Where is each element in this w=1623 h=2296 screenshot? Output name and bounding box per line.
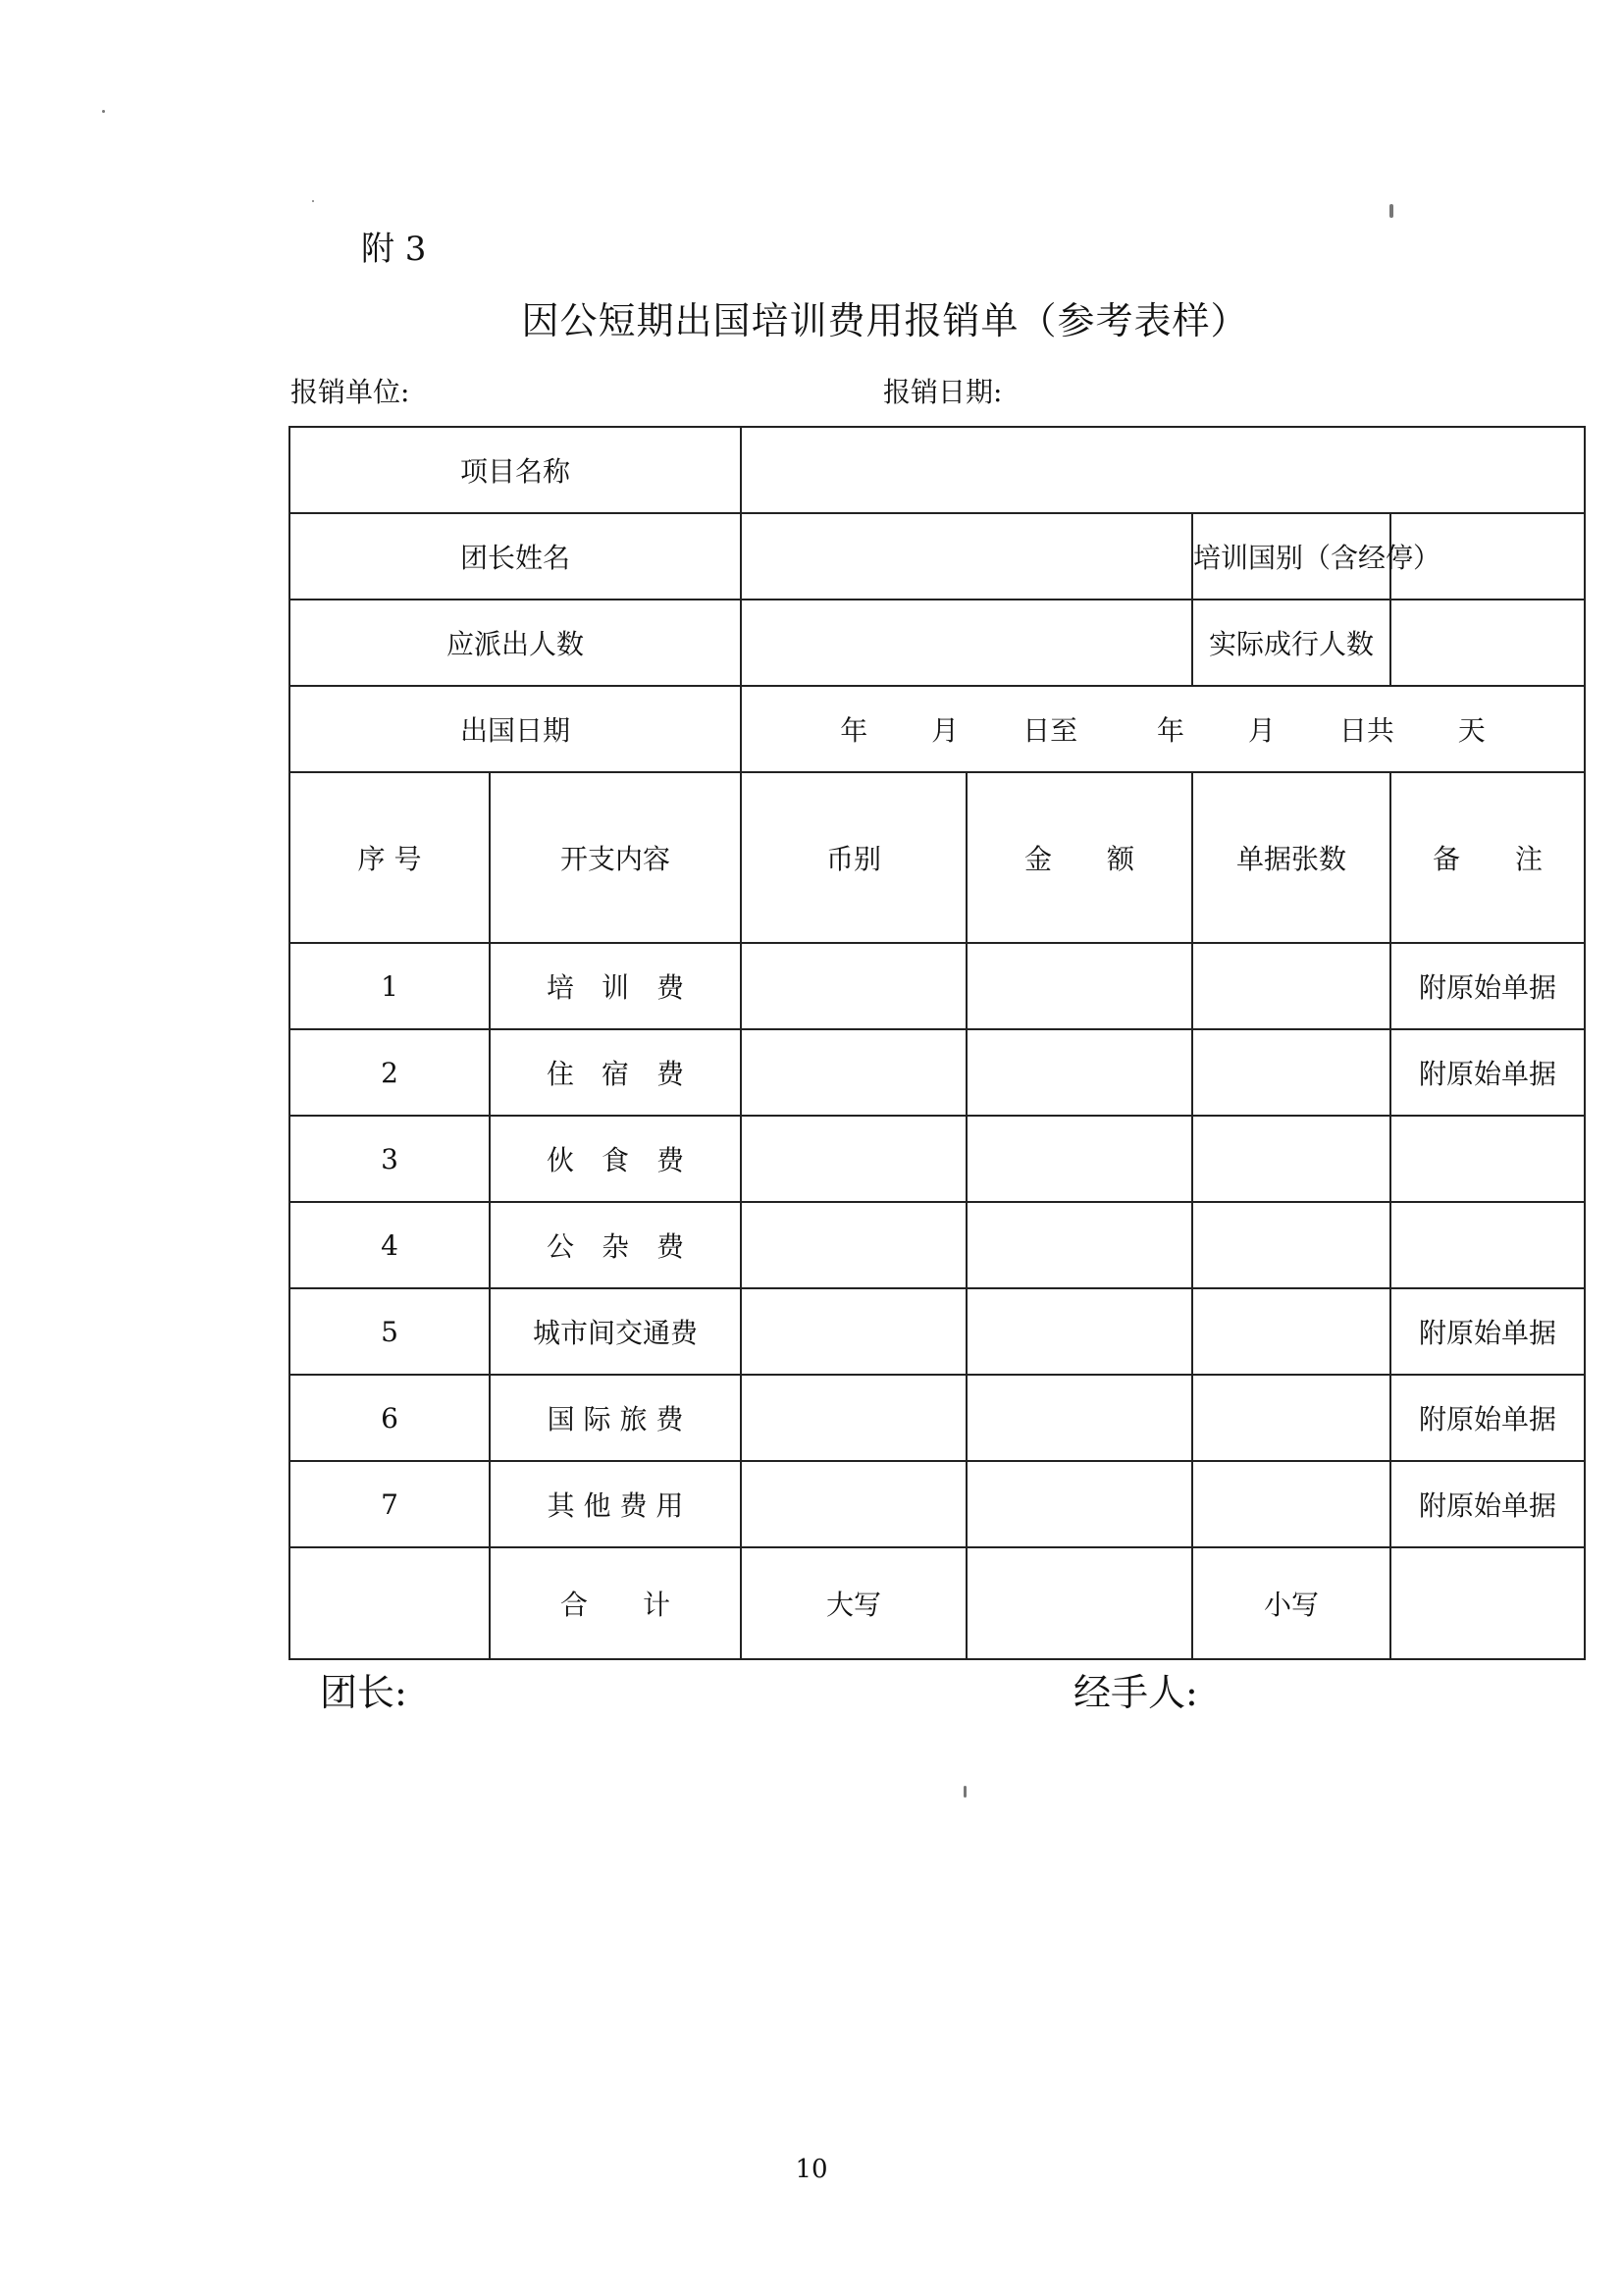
item-seq: 7: [289, 1461, 490, 1547]
item-content: 国 际 旅 费: [490, 1375, 741, 1461]
date-part-day-to: 日至: [1022, 714, 1078, 747]
leader-name-value[interactable]: [741, 513, 1192, 600]
table-row: [289, 1029, 1585, 1116]
item-amount-cell[interactable]: [967, 1461, 1192, 1547]
header-receipts: 单据张数: [1192, 772, 1390, 943]
date-part-month-start: 月: [931, 714, 960, 747]
total-seq-cell: [289, 1547, 490, 1659]
project-name-label: 项目名称: [289, 427, 741, 513]
date-part-year-start: 年: [840, 714, 868, 747]
item-currency-cell[interactable]: [741, 943, 967, 1029]
date-part-day-total: 日共: [1338, 714, 1394, 747]
item-currency-cell[interactable]: [741, 1375, 967, 1461]
header-content: 开支内容: [490, 772, 741, 943]
item-amount-cell[interactable]: [967, 1116, 1192, 1202]
handler-signature-label: 经手人:: [1073, 1671, 1198, 1714]
table-row: [289, 1202, 1585, 1288]
header-amount: 金 额: [967, 772, 1192, 943]
attachment-label: 附 3: [361, 230, 427, 269]
item-seq: 4: [289, 1202, 490, 1288]
table-row: [289, 943, 1585, 1029]
item-currency-cell[interactable]: [741, 1116, 967, 1202]
item-content: 住 宿 费: [490, 1029, 741, 1116]
item-amount-cell[interactable]: [967, 1202, 1192, 1288]
item-receipts-cell[interactable]: [1192, 1116, 1390, 1202]
item-receipts-cell[interactable]: [1192, 1029, 1390, 1116]
item-remark: 附原始单据: [1390, 1461, 1585, 1547]
header-seq: 序 号: [289, 772, 490, 943]
item-remark: 附原始单据: [1390, 1375, 1585, 1461]
form-title: 因公短期出国培训费用报销单（参考表样）: [521, 299, 1249, 342]
row-column-headers: [289, 772, 1585, 943]
item-seq: 1: [289, 943, 490, 1029]
header-remark: 备 注: [1390, 772, 1585, 943]
planned-count-value[interactable]: [741, 600, 1192, 686]
item-currency-cell[interactable]: [741, 1461, 967, 1547]
planned-count-label: 应派出人数: [289, 600, 741, 686]
departure-date-label: 出国日期: [289, 686, 741, 772]
item-seq: 2: [289, 1029, 490, 1116]
country-label: 培训国别（含经停）: [1192, 513, 1390, 600]
total-label: 合 计: [490, 1547, 741, 1659]
item-remark: [1390, 1202, 1585, 1288]
item-amount-cell[interactable]: [967, 1375, 1192, 1461]
table-row: [289, 1288, 1585, 1375]
item-currency-cell[interactable]: [741, 1288, 967, 1375]
actual-count-label: 实际成行人数: [1192, 600, 1390, 686]
reimbursement-unit-label: 报销单位:: [290, 376, 410, 408]
item-receipts-cell[interactable]: [1192, 1461, 1390, 1547]
item-amount-cell[interactable]: [967, 1029, 1192, 1116]
item-content: 其 他 费 用: [490, 1461, 741, 1547]
leader-signature-label: 团长:: [320, 1671, 407, 1714]
item-amount-cell[interactable]: [967, 943, 1192, 1029]
item-seq: 6: [289, 1375, 490, 1461]
row-leader-name: [289, 513, 1585, 600]
date-part-month-end: 月: [1247, 714, 1276, 747]
item-currency-cell[interactable]: [741, 1202, 967, 1288]
item-content: 城市间交通费: [490, 1288, 741, 1375]
scan-speck: [964, 1786, 967, 1798]
item-remark: 附原始单据: [1390, 1288, 1585, 1375]
item-content: 培 训 费: [490, 943, 741, 1029]
item-remark: 附原始单据: [1390, 1029, 1585, 1116]
item-remark: 附原始单据: [1390, 943, 1585, 1029]
scan-speck: [102, 110, 105, 113]
date-part-year-end: 年: [1157, 714, 1185, 747]
table-row: [289, 1375, 1585, 1461]
actual-count-value[interactable]: [1390, 600, 1585, 686]
item-receipts-cell[interactable]: [1192, 1202, 1390, 1288]
table-row: [289, 1461, 1585, 1547]
scan-speck: [312, 200, 314, 202]
item-content: 公 杂 费: [490, 1202, 741, 1288]
departure-date-value[interactable]: [741, 686, 1585, 772]
project-name-value[interactable]: [741, 427, 1585, 513]
row-total: [289, 1547, 1585, 1659]
total-lowercase-label: 小写: [1192, 1547, 1390, 1659]
leader-name-label: 团长姓名: [289, 513, 741, 600]
total-lowercase-value[interactable]: [1390, 1547, 1585, 1659]
item-receipts-cell[interactable]: [1192, 1375, 1390, 1461]
date-part-days: 天: [1457, 714, 1486, 747]
total-uppercase-value[interactable]: [967, 1547, 1192, 1659]
table-row: [289, 1116, 1585, 1202]
item-seq: 5: [289, 1288, 490, 1375]
reimbursement-table: [288, 426, 1586, 1660]
header-currency: 币别: [741, 772, 967, 943]
item-content: 伙 食 费: [490, 1116, 741, 1202]
row-departure-date: [289, 686, 1585, 772]
item-amount-cell[interactable]: [967, 1288, 1192, 1375]
row-project-name: [289, 427, 1585, 513]
total-uppercase-label: 大写: [741, 1547, 967, 1659]
item-receipts-cell[interactable]: [1192, 1288, 1390, 1375]
scan-speck: [1389, 204, 1393, 218]
item-receipts-cell[interactable]: [1192, 943, 1390, 1029]
item-remark: [1390, 1116, 1585, 1202]
row-headcount: [289, 600, 1585, 686]
page-number: 10: [795, 2155, 828, 2184]
reimbursement-date-label: 报销日期:: [883, 376, 1003, 408]
item-currency-cell[interactable]: [741, 1029, 967, 1116]
item-seq: 3: [289, 1116, 490, 1202]
